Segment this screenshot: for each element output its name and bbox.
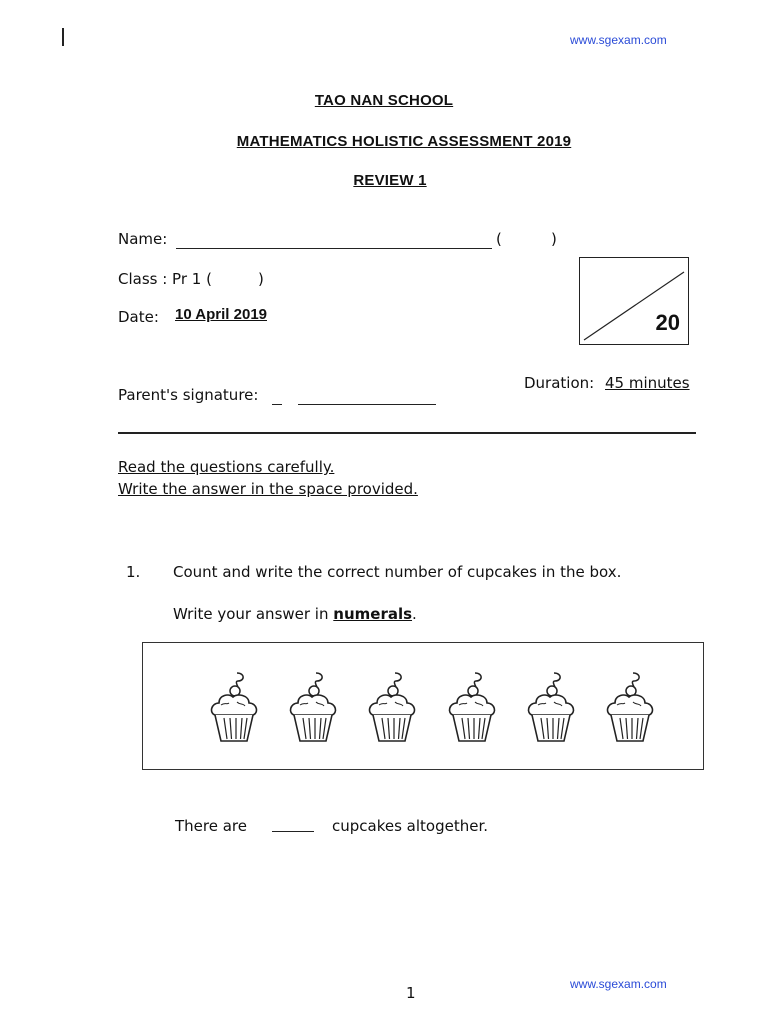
- question-text: Count and write the correct number of cupcakes in the box.: [173, 563, 622, 581]
- name-label: Name:: [118, 230, 168, 248]
- school-name: TAO NAN SCHOOL: [314, 92, 454, 109]
- review-title: REVIEW 1: [353, 172, 427, 189]
- assessment-title: MATHEMATICS HOLISTIC ASSESSMENT 2019: [236, 133, 572, 150]
- parent-signature-label: Parent's signature:: [118, 386, 259, 404]
- question-number: 1.: [126, 563, 141, 581]
- footer-url[interactable]: www.sgexam.com: [570, 977, 667, 991]
- cupcake-icon: [365, 669, 419, 747]
- answer-instruction-prefix: Write your answer in: [173, 605, 329, 623]
- name-paren-close: ): [551, 230, 557, 248]
- class-paren-close: ): [258, 270, 264, 288]
- duration-value: 45 minutes: [605, 374, 690, 392]
- cupcake-row: [207, 669, 657, 749]
- cupcake-icon: [286, 669, 340, 747]
- cupcake-icon: [603, 669, 657, 747]
- section-divider: [118, 432, 696, 434]
- answer-instruction-suffix: .: [412, 605, 417, 623]
- scan-mark: [62, 28, 64, 46]
- header-url[interactable]: www.sgexam.com: [570, 33, 667, 47]
- cupcake-icon: [524, 669, 578, 747]
- score-total: 20: [655, 310, 680, 335]
- name-paren-open: (: [496, 230, 502, 248]
- duration-label: Duration:: [524, 374, 595, 392]
- instruction-line-2: Write the answer in the space provided.: [118, 480, 418, 498]
- signature-blank[interactable]: [298, 404, 436, 405]
- score-box: [579, 257, 689, 345]
- cupcake-icon: [445, 669, 499, 747]
- instruction-line-1: Read the questions carefully.: [118, 458, 335, 476]
- signature-blank-short: [272, 404, 282, 405]
- class-label: Class : Pr 1 (: [118, 270, 212, 288]
- answer-sentence-prefix: There are: [175, 817, 247, 835]
- date-value: 10 April 2019: [175, 306, 267, 323]
- name-blank[interactable]: [176, 248, 492, 249]
- date-label: Date:: [118, 308, 159, 326]
- page-number: 1: [406, 984, 416, 1002]
- cupcake-box: [142, 642, 704, 770]
- answer-blank[interactable]: [272, 831, 314, 832]
- cupcake-icon: [207, 669, 261, 747]
- answer-instruction-emphasis: numerals: [333, 605, 413, 623]
- answer-sentence-suffix: cupcakes altogether.: [332, 817, 489, 835]
